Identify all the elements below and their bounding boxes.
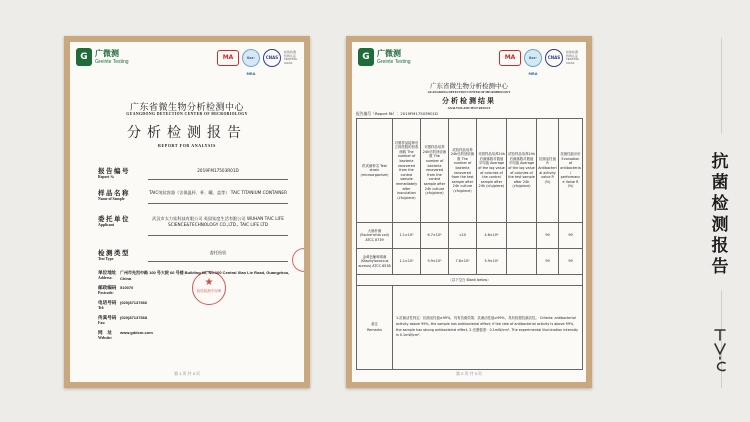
table-cell: 9.9×10⁵ (421, 249, 449, 275)
table-cell (507, 249, 537, 275)
remarks-text: 1.抗菌活性判定：抗菌活性值≥99%，具有抗菌效果；抗菌活性值≥99%，具有较强抗菌活性。 Criteria: antibacterial activity above 99%, the sample has antibacterial effect; if the rate of antibacterial activity is above 99%, the sample has strong antibacterial effect. 2.光照强度：0.1mW/cm². The experimental illumination intensity is 0.1mW/cm². (393, 286, 583, 370)
ilac-mra-icon: ilac-MRA (242, 49, 260, 67)
cma-mark-icon: MA (499, 50, 521, 66)
table-cell: 1.1×10⁵ (393, 249, 421, 275)
ilac-mra-icon: ilac-MRA (524, 49, 542, 67)
accreditation-marks (217, 48, 298, 76)
field-underline (148, 235, 288, 236)
seal-star-icon: ★ (204, 277, 214, 288)
field-applicant (98, 214, 288, 244)
results-title-cn: 分析检测结果 (442, 97, 496, 105)
field-underline (148, 203, 288, 204)
contact-label-en: Address: (98, 276, 113, 280)
contact-postcode (98, 285, 294, 297)
table-header-row (357, 119, 583, 223)
field-report-no (98, 166, 288, 184)
contact-website (98, 330, 294, 342)
field-value: 2019FM17503R01D (197, 168, 239, 173)
table-header-cell: 抗菌性能评价 Evaluation of antibacterial performance Value R (%) (559, 119, 583, 223)
table-cell: 4.6×10⁶ (477, 223, 507, 249)
accreditation-note: 检验检测 机构认证 TESTING CNAS (566, 50, 580, 65)
cma-mark-icon: MA (217, 50, 239, 66)
results-title-en: ANALYSIS AND TEST RESULT (447, 106, 491, 110)
contact-label-cn: 邮政编码 (98, 286, 117, 291)
table-cell: 99 (537, 249, 559, 275)
side-title-char: 告 (711, 257, 729, 277)
report-results-frame (346, 36, 592, 388)
contact-value: (020)87137668 (120, 315, 148, 320)
contact-label-cn: 单位地址 (98, 271, 117, 276)
greinte-logo-icon: G (76, 48, 92, 66)
cnas-mark-icon: CNAS (545, 49, 563, 67)
table-header-cell: 试验样品培养24h后菌落数对数值平均值 Average of the log value of colonies of the test sample after 24h (cfu/piece) (507, 119, 537, 223)
page-footer: 第 2 页 共 3 页 (455, 371, 482, 376)
remarks-label-cn: 备注 (371, 321, 378, 326)
table-blank-row (357, 275, 583, 286)
page-edge-seal (292, 248, 304, 272)
table-header-cell: 供试菌种名 Test strain (microorganism) (357, 119, 393, 223)
table-header-cell: 对照样品接种后立即洗脱的回收菌数 The number of bacteria recovered from the control sample immediately after inoculation (cfu/piece) (393, 119, 421, 223)
center-name-cn: 广东省微生物分析检测中心 (430, 82, 508, 90)
field-label-cn: 样品名称 (98, 189, 130, 197)
side-title (700, 152, 740, 278)
side-title-char: 菌 (711, 173, 729, 193)
side-title-char: 抗 (711, 152, 729, 172)
contact-label-en: Tel: (98, 306, 105, 310)
field-label-en: Report № (98, 175, 115, 179)
center-name-en: GUANGDONG DETECTION CENTER OF MICROBIOLOGY (427, 90, 511, 94)
accreditation-marks (499, 48, 580, 76)
side-title-char: 测 (711, 215, 729, 235)
field-value: TAIC纯钛容器（含保温杯、杯、罐、盖等） TAIC TITANIUM CONTAINER (148, 190, 287, 195)
field-label-en: Test Type (98, 257, 114, 261)
report-results-page (352, 42, 586, 382)
table-cell: 大肠杆菌 (Escherichia coli) ATCC 8739 (357, 223, 393, 249)
field-underline (148, 261, 288, 262)
report-title-cn: 分析检测报告 (127, 125, 247, 141)
remarks-label-en: Remarks (367, 327, 382, 332)
divider-line-top (721, 38, 722, 134)
field-label-en: Applicant (98, 223, 115, 227)
table-header-cell: 试验样品培养24h后的回收菌数 The number of bacteria recovered from the test sample after 24h culture (cfu/piece) (449, 119, 477, 223)
field-sample-name (98, 188, 288, 214)
report-title-en: REPORT FOR ANALYSIS (158, 143, 216, 148)
contact-fax (98, 315, 294, 327)
contact-label-en: Website: (98, 336, 113, 340)
letterhead (76, 48, 298, 76)
table-cell: 99 (537, 223, 559, 249)
field-value: 武汉市太力钛科技有限公司 英国钛度生活有限公司 WUHAN TAIC LIFE SCIENCE&TECHNOLOGY CO.,LTD., TAIC LIFE LTD (152, 216, 284, 227)
side-title-char: 检 (711, 194, 729, 214)
contact-address (98, 270, 294, 282)
contact-value: (020)87137666 (120, 300, 148, 305)
table-header-cell: 抗菌活性值 R Antibacterial activity value R (%) (537, 119, 559, 223)
table-cell: 99 (559, 223, 583, 249)
field-underline (148, 179, 288, 180)
report-cover-frame (64, 36, 310, 388)
table-row (357, 223, 583, 249)
table-cell (507, 223, 537, 249)
letterhead-org-cn: 广微测 (95, 49, 119, 58)
field-value: 委托检验 (209, 250, 227, 255)
blank-below-note: （以下空白 Blank below） (357, 275, 583, 286)
contact-value: 广州市先烈中路 100 号大院 66 号楼 Building 66, No.100 Central Xian Lie Road, Guangzhou, China (120, 270, 290, 281)
field-test-type (98, 248, 288, 266)
field-label-en: Name of Sample (98, 197, 125, 201)
field-label-cn: 委托单位 (98, 215, 130, 223)
remarks-label (357, 286, 393, 370)
contact-label-cn: 电话号码 (98, 301, 117, 306)
letterhead-org-cn: 广微测 (377, 49, 401, 58)
contact-label-en: Postcode: (98, 291, 114, 295)
table-cell: <10 (449, 223, 477, 249)
contact-label-cn: 网 址 (98, 331, 112, 336)
contact-label-en: Fax: (98, 321, 106, 325)
page-footer: 第 1 页 共 3 页 (173, 371, 200, 376)
greinte-logo-icon: G (358, 48, 374, 66)
center-name-cn: 广东省微生物分析检测中心 (129, 103, 244, 113)
report-number: 报告编号（Report №）：2019FM17503R01D (356, 111, 438, 116)
letterhead (358, 48, 580, 76)
cnas-mark-icon: CNAS (263, 49, 281, 67)
contact-value: www.gddcm.com (120, 330, 153, 335)
field-label-cn: 检测类型 (98, 249, 130, 257)
table-header-cell: 对照样品培养24h后的回收菌数 The number of bacteria recovered from the control sample after 24h culture (cfu/piece) (421, 119, 449, 223)
report-cover-page (70, 42, 304, 382)
accreditation-note: 检验检测 机构认证 TESTING CNAS (284, 50, 298, 65)
contact-label-cn: 传真号码 (98, 316, 117, 321)
center-name-en: GUANGDONG DETECTION CENTER OF MICROBIOLOGY (126, 112, 248, 116)
table-remarks-row (357, 286, 583, 370)
field-label-cn: 报告编号 (98, 167, 130, 175)
table-row (357, 249, 583, 275)
seal-text: 检验检测专用章 (196, 289, 222, 293)
table-cell: 1.1×10⁵ (393, 223, 421, 249)
taic-brand-logo-icon (711, 326, 729, 372)
table-cell: 99 (559, 249, 583, 275)
table-cell: 6.7×10⁶ (421, 223, 449, 249)
contact-value: 510070 (120, 285, 134, 290)
table-cell: 7.8×10² (449, 249, 477, 275)
table-cell: 金黄色葡萄球菌 (Staphylococcus aureus) ATCC 6538 (357, 249, 393, 275)
results-table (356, 118, 583, 370)
letterhead-org-en: Greinte Testing (95, 59, 129, 65)
side-title-char: 报 (711, 236, 729, 256)
contact-tel (98, 300, 294, 312)
letterhead-org-en: Greinte Testing (377, 59, 411, 65)
table-cell: 5.9×10⁵ (477, 249, 507, 275)
table-header-cell: 对照样品培养24h后菌落数对数值平均值 Average of the log value of colonies of the control sample after 24h (cfu/piece) (477, 119, 507, 223)
